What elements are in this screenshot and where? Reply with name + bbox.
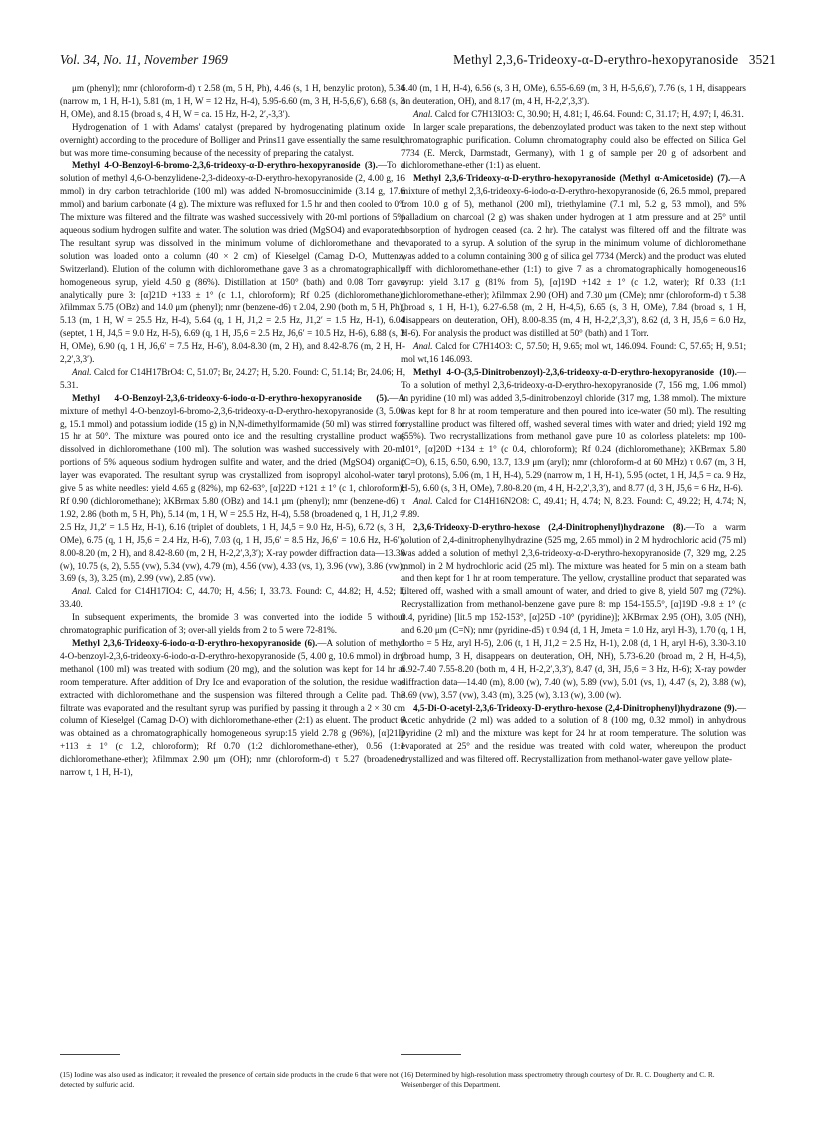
- paragraph-text: Calcd for C7H14O3: C, 57.50; H, 9.65; mol wt, 146.094. Found: C, 57.65; H, 9.51; mol wt,16 146.093.: [401, 341, 746, 365]
- section-heading: Methyl 2,3,6-Trideoxy-6-iodo-α-D-erythro-hexopyranoside (6).: [72, 637, 318, 648]
- paragraph: [401, 702, 746, 767]
- footnote-16: [401, 1070, 746, 1090]
- paragraph-text: Hydrogenation of 1 with Adams' catalyst (prepared by hydrogenating platinum oxide overnight) according to the procedure of Bolliger and Prins11 gave essentially the same result, but was more time-consuming because of the necessity of preparing the catalyst.: [60, 121, 405, 158]
- section-heading: Methyl 4-O-Benzoyl-6-bromo-2,3,6-trideoxy-α-D-erythro-hexopyranoside (3).: [72, 160, 378, 171]
- footnote-rule-right: [401, 1054, 461, 1055]
- paragraph: [60, 585, 405, 611]
- paragraph-text: —To a warm solution of 2,4-dinitrophenylhydrazine (525 mg, 2.65 mmol) in 2 M hydrochloric acid (75 ml) was added a solution of methyl 2,3,6-trideoxy-α-D-erythro-hexopyranoside (7, 329 mg, 2.25 mmol) in 2 M hydrochloric acid (25 ml). The mixture was heated for 5 min on a steam bath and then kept for 1 hr at room temperature. The yellow, crystalline product that separated was filtered off, washed with a small amount of water, and dried to give 8, yield 507 mg (72%). Recrystallization from methanol-benzene gave pure 8: mp 154-155.5°, [α]19D -9.8 ± 1° (c 0.4, pyridine) [lit.5 mp 152-153°, [α]25D -10° (pyridine)]; λKBrmax 2.95 (OH), 3.05 (NH), and 6.20 μm (C=N); nmr (pyridine-d5) τ 0.94 (d, 1 H, Jmeta = 1.0 Hz, aryl H-3), 1.70 (q, 1 H, Jortho = 5 Hz, aryl H-5), 2.06 (t, 1 H, J1,2 = 2.5 Hz, H-1), 2.08 (d, 1 H, aryl H-6), 3.30-3.10 (broad hump, 3 H, disappears on deuteration, OH, NH), 5.73-6.20 (broad m, 2 H, H-4,5), 6.92-7.40 7.55-8.20 (both m, 4 H, H-2,2′,3,3′), 8.47 (d, 3H, J5,6 = 3 Hz, H-6); X-ray powder diffraction data—14.40 (m), 8.00 (w), 7.40 (w), 5.89 (vw), 5.01 (vs, 1), 4.47 (s, 2), 3.88 (w), 3.69 (vw), 3.57 (vw), 3.43 (m), 3.25 (w), 3.13 (w), 3.00 (w).: [401, 521, 746, 700]
- analysis-label: Anal.: [72, 586, 92, 597]
- footnote-15: [60, 1070, 405, 1090]
- paragraph: [60, 611, 405, 637]
- paragraph-text: Calcd for C14H17BrO4: C, 51.07; Br, 24.27; H, 5.20. Found: C, 51.14; Br, 24.06; H, 5.31.: [60, 366, 405, 390]
- page-header: [60, 52, 776, 72]
- paragraph: [401, 82, 746, 108]
- paragraph: [60, 82, 405, 121]
- analysis-label: Anal.: [413, 496, 433, 506]
- running-title-and-page: [453, 52, 776, 68]
- paragraph: [401, 340, 746, 366]
- paragraph: [60, 159, 405, 366]
- paragraph-text: —To a solution of methyl 4,6-O-benzylidene-2,3-dideoxy-α-D-erythro-hexopyranoside (2, 4.00 g, 16 mmol) in dry carbon tetrachloride (100 ml) was added N-bromosuccinimide (3.14 g, 17.6 mmol) and barium carbonate (4 g). The mixture was refluxed for 1.5 hr and then cooled to 0°. The mixture was filtered and the filtrate was washed successively with 20-ml portions of 5% aqueous sodium hydrogen sulfite and water. The solution was dried (MgSO4) and evaporated. The resultant syrup was dissolved in the minimum volume of dichloromethane and the solution was loaded onto a column (40 × 2 cm) of Kieselgel (Camag D-O, Muttenz, Switzerland). Elution of the column with dichloromethane gave 3 as a chromatographically homogeneous syrup, yield 4.50 g (86%). Distillation at 150° (bath) and 0.08 Torr gave analytically pure 3: [α]21D +133 ± 1° (c 1.1, chloroform); Rf 0.25 (dichloromethane); λfilmmax 5.75 (OBz) and 14.0 μm (phenyl); nmr (benzene-d6) τ 2.04, 2.90 (both m, 5 H, Ph), 5.13 (m, 1 H, W = 25.5 Hz, H-4), 5.64 (q, 1 H, J1,2 = 2.5 Hz, J1,2′ = 1.5 Hz, H-1), 6.04 (septet, 1 H, J4,5 = 9.0 Hz, H-5), 6.69 (q, 1 H, J5,6 = 2.5 Hz, J6,6′ = 10.5 Hz, H-6), 6.88 (s, 3 H, OMe), 6.90 (q, 1 H, J6,6′ = 7.5 Hz, H-6′), 8.04-8.30 (m, 2 H), and 8.42-8.76 (m, 2 H, H-2,2′,3,3′).: [60, 160, 405, 365]
- paragraph-text: In larger scale preparations, the debenzoylated product was taken to the next step without chromatographic purification. Column chromatography could also be effected on Silica Gel 7734 (E. Merck, Darmstadt, Germany), with 1 g of sample per 20 g of adsorbent and dichloromethane-ether (1:1) as eluent.: [401, 121, 746, 171]
- section-heading: Methyl 4-O-Benzoyl-2,3,6-trideoxy-6-iodo-α-D-erythro-hexopyranoside (5).: [72, 392, 390, 403]
- paragraph-text: Calcd for C14H16N2O8: C, 49.41; H, 4.74; N, 8.23. Found: C, 49.22; H, 4.74; N, 7.89.: [401, 496, 746, 519]
- paragraph-text: —Acetic anhydride (2 ml) was added to a solution of 8 (100 mg, 0.32 mmol) in anhydrous pyridine (2 ml) and the mixture was kept for 24 hr at room temperature. The solution was evaporated at 25° and the residue was treated with cold water, whereupon the product crystallized and was filtered off. Recrystallization from methanol-water gave yellow plate-: [401, 702, 746, 765]
- paragraph-text: —A solution of methyl 4-O-benzoyl-2,3,6-trideoxy-6-iodo-α-D-erythro-hexopyranoside (5, 4.00 g, 10.6 mmol) in dry methanol (100 ml) was treated with sodium (20 mg), and the solution was kept for 14 hr at room temperature. After addition of Dry Ice and evaporation of the solution, the residue was extracted with dichloromethane and the suspension was filtered through a Celite pad. The filtrate was evaporated and the resultant syrup was purified by passing it through a 2 × 30 cm column of Kieselgel (Camag D-O) with dichloromethane-ether (2:1) as eluent. The product 6 was obtained as a chromatographically homogeneous syrup:15 yield 2.78 g (96%), [α]21D +113 ± 1° (c 1.2, chloroform); Rf 0.70 (1:2 dichloromethane-ether), 0.56 (1:1 dichloromethane-ether); λfilmmax 2.90 μm (OH); nmr (chloroform-d) τ 5.27 (broadened narrow t, 1 H, H-1),: [60, 637, 405, 778]
- footnote-text: (16) Determined by high-resolution mass spectrometry through courtesy of Dr. R. C. Dougherty and C. R. Weisenberger of this Department.: [401, 1070, 715, 1089]
- paragraph: [401, 172, 746, 340]
- running-title: Methyl 2,3,6-Trideoxy-α-D-erythro-hexopyranoside: [453, 52, 739, 67]
- paragraph-text: μm (phenyl); nmr (chloroform-d) τ 2.58 (m, 5 H, Ph), 4.46 (s, 1 H, benzylic proton), 5.34 (narrow m, 1 H, H-1), 5.81 (m, 1 H, W = 12 Hz, H-4), 5.95-6.60 (m, 3 H, H-5,6,6′), 6.68 (s, 3 H, OMe), and 8.15 (broad s, 4 H, W = ca. 15 Hz, H-2, 2′,-3,3′).: [60, 83, 405, 119]
- right-column: [401, 82, 746, 766]
- analysis-label: Anal.: [72, 366, 92, 377]
- footnote-text: (15) Iodine was also used as indicator; it revealed the presence of certain side products in the crude 6 that were not detected by sulfuric acid.: [60, 1070, 399, 1089]
- paragraph: [401, 108, 746, 121]
- section-heading: 2,3,6-Trideoxy-D-erythro-hexose (2,4-Dinitrophenyl)hydrazone (8).: [413, 521, 686, 532]
- paragraph: [60, 121, 405, 160]
- section-heading: Methyl 4-O-(3,5-Dinitrobenzoyl)-2,3,6-trideoxy-α-D-erythro-hexopyranoside (10).: [413, 366, 737, 377]
- paragraph-text: Calcd for C14H17IO4: C, 44.70; H, 4.56; I, 33.73. Found: C, 44.82; H, 4.52; I, 33.40.: [60, 586, 405, 610]
- section-heading: Methyl 2,3,6-Trideoxy-α-D-erythro-hexopyranoside (Methyl α-Amicetoside) (7).: [413, 173, 731, 184]
- left-column: [60, 82, 405, 779]
- paragraph: [401, 495, 746, 521]
- footnote-rule-left: [60, 1054, 120, 1055]
- section-heading: 4,5-Di-O-acetyl-2,3,6-Trideoxy-D-erythro-hexose (2,4-Dinitrophenyl)hydrazone (9).: [413, 702, 737, 713]
- paragraph-text: —A mixture of methyl 4-O-benzoyl-6-bromo-2,3,6-trideoxy-α-D-erythro-hexopyranoside (3, 5.00 g, 15.1 mmol) and potassium iodide (15 g) in N,N-dimethylformamide (50 ml) was stirred for 15 hr at 50°. The mixture was poured onto ice and the resulting crystalline product was dissolved in dichloromethane (100 ml). The solution was washed successively with 20-ml portions of 5% aqueous sodium hydrogen sulfite and water, and the dried (MgSO4) organic layer was evaporated. The resultant syrup was crystallized from isopropyl alcohol-water to give 5 as white needles: yield 4.65 g (82%), mp 62-63°, [α]22D +121 ± 1° (c 1, chloroform); Rf 0.90 (dichloromethane); λKBrmax 5.80 (OBz) and 14.1 μm (phenyl); nmr (benzene-d6) τ 1.92, 2.86 (both m, 5 H, Ph), 5.14 (m, 1 H, W = 25.5 Hz, H-4), 5.58 (broadened q, 1 H, J1,2 = 2.5 Hz, J1,2′ = 1.5 Hz, H-1), 6.16 (triplet of doublets, 1 H, J4,5 = 9.0 Hz, H-5), 6.72 (s, 3 H, OMe), 6.75 (q, 1 H, J5,6 = 2.4 Hz, H-6), 7.03 (q, 1 H, J5,6′ = 8.5 Hz, J6,6′ = 10.6 Hz, H-6′), 8.00-8.20 (m, 2 H), and 8.42-8.60 (m, 2 H, H-2,2′,3,3′); X-ray powder diffraction data—13.38 (w), 10.75 (s, 2), 5.55 (vw), 5.34 (vw), 4.79 (m), 4.56 (vw), 4.33 (vs, 1), 3.96 (vw), 3.86 (vw), 3.69 (s, 3), 3.25 (m), 2.99 (vw), 2.85 (vw).: [60, 392, 405, 584]
- paragraph-text: In subsequent experiments, the bromide 3 was converted into the iodide 5 without chromatographic purification of 3; over-all yields from 2 to 5 were 72-81%.: [60, 612, 405, 636]
- analysis-label: Anal.: [413, 341, 433, 352]
- paragraph-text: —A mixture of methyl 2,3,6-trideoxy-6-iodo-α-D-erythro-hexopyranoside (6, 26.5 mmol, prepared from 10.0 g of 5), methanol (200 ml), triethylamine (7.1 ml, 5.2 g, 53 mmol), and 5% palladium on charcoal (2 g) was shaken under hydrogen at 1 atm pressure and at 25° until absorption of hydrogen ceased (ca. 2 hr). The catalyst was filtered off and the filtrate was evaporated to a syrup. A solution of the syrup in the minimum volume of dichloromethane was added to a column containing 300 g of silica gel 7734 (Merck) and the product was eluted off with dichloromethane-ether (1:1) to give 7 as a chromatographically homogeneous16 syrup: yield 3.17 g (81% from 5), [α]19D +142 ± 1° (c 1.2, water); Rf 0.33 (1:1 dichloromethane-ether); λfilmmax 2.90 (OH) and 7.30 μm (CMe); nmr (chloroform-d) τ 5.38 (broad s, 1 H, H-1), 6.27-6.58 (m, 2 H, H-4,5), 6.65 (s, 3 H, OMe), 7.84 (broad s, 1 H, disappears on deuteration, OH), 8.00-8.35 (m, 4 H, H-2,2′,3,3′), 8.62 (d, 3 H, J5,6 = 6.0 Hz, H-6). For analysis the product was distilled at 50° (bath) and 1 Torr.: [401, 173, 746, 339]
- paragraph: [401, 366, 746, 495]
- paragraph-text: Calcd for C7H13IO3: C, 30.90; H, 4.81; I, 46.64. Found: C, 31.17; H, 4.97; I, 46.31.: [432, 108, 744, 119]
- paragraph: [60, 392, 405, 586]
- paragraph: [60, 637, 405, 779]
- paragraph: [401, 521, 746, 702]
- analysis-label: Anal.: [413, 108, 433, 119]
- paragraph: [401, 121, 746, 173]
- paragraph: [60, 366, 405, 392]
- paragraph-text: 6.40 (m, 1 H, H-4), 6.56 (s, 3 H, OMe), 6.55-6.69 (m, 3 H, H-5,6,6′), 7.76 (s, 1 H, disappears on deuteration, OH), and 8.17 (m, 4 H, H-2,2′,3,3′).: [401, 83, 746, 106]
- page-number: 3521: [748, 52, 776, 67]
- paragraph-text: —To a solution of methyl 2,3,6-trideoxy-α-D-erythro-hexopyranoside (7, 156 mg, 1.06 mmol) in pyridine (10 ml) was added 3,5-dinitrobenzoyl chloride (317 mg, 1.38 mmol). The mixture was kept for 8 hr at room temperature and then poured into ice-water (50 ml). The resulting crystalline product was filtered off, washed several times with water and dried; yield 192 mg (55%). Two recrystallizations from methanol gave pure 10 as colorless platelets: mp 100-101°, [α]20D +134 ± 1° (c 0.4, chloroform); Rf 0.24 (dichloromethane); λKBrmax 5.80 (C=O), 6.15, 6.50, 6.90, 13.7, 13.9 μm (aryl); nmr (chloroform-d at 60 MHz) τ 0.67 (m, 3 H, aryl protons), 5.06 (m, 1 H, H-4), 5.29 (narrow m, 1 H, H-1), 5.95 (octet, 1 H, J4,5 = ca. 9 Hz, H-5), 6.60 (s, 3 H, OMe), 7.80-8.20 (m, 4 H, H-2,2′,3,3′), and 8.77 (d, 3 H, J5,6 = 6 Hz, H-6).: [401, 366, 746, 494]
- journal-info: Vol. 34, No. 11, November 1969: [60, 52, 228, 67]
